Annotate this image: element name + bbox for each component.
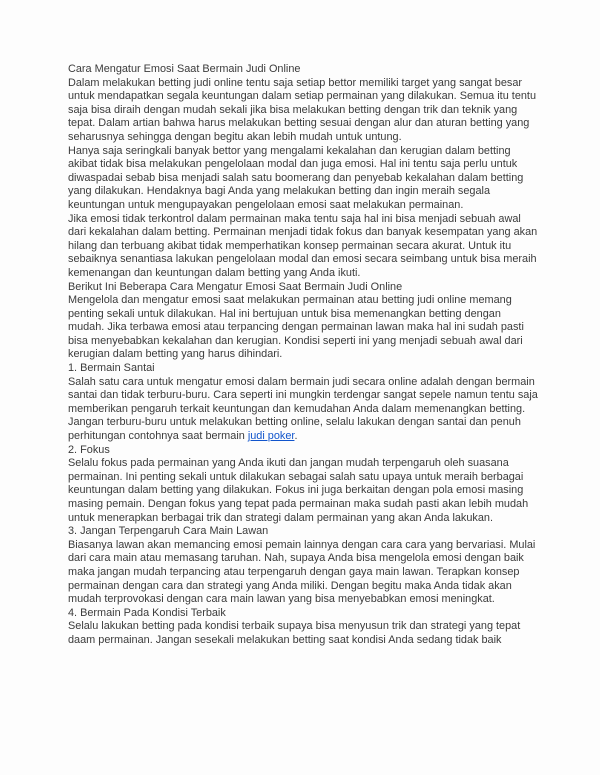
paragraph-text: . (294, 430, 298, 443)
subheading: Berikut Ini Beberapa Cara Mengatur Emosi Saat Bermain Judi Online (68, 280, 403, 293)
section-heading-fokus: 2. Fokus (68, 443, 110, 456)
paragraph: Dalam melakukan betting judi online tentu saja setiap bettor memiliki target yang sangat besar untuk mendapatkan segala keuntungan dalam setiap permainan yang dilakukan. Semua itu tentu saja bisa diraih dengan mudah sekali jika bisa melakukan betting dengan trik dan teknik yang tepat. Dalam artian bahwa harus melakukan betting sesuai dengan alur dan aturan betting yang seharusnya sehingga dengan begitu akan lebih mudah untuk untung. (68, 76, 537, 143)
paragraph: Selalu lakukan betting pada kondisi terbaik supaya bisa menyusun trik dan strategi yang tepat daam permainan. Jangan sesekali melakukan betting saat kondisi Anda sedang tidak baik (68, 620, 521, 646)
judi-poker-link[interactable]: judi poker (247, 430, 295, 443)
paragraph (68, 376, 540, 444)
document-page (68, 63, 540, 648)
paragraph: Hanya saja seringkali banyak bettor yang mengalami kekalahan dan kerugian dalam betting akibat tidak bisa melakukan pengelolaan modal dan juga emosi. Hal ini tentu saja perlu untuk diwaspadai sebab bisa menjadi salah satu boomerang dan penyebab kekalahan dalam betting yang dilakukan. Hendaknya bagi Anda yang melakukan betting dan ingin meraih segala keuntungan untuk mengupayakan pengelolaan emosi saat melakukan permainan. (68, 144, 524, 211)
section-heading-jangan-terpengaruh: 3. Jangan Terpengaruh Cara Main Lawan (68, 525, 269, 538)
paragraph: Jika emosi tidak terkontrol dalam permainan maka tentu saja hal ini bisa menjadi sebuah awal dari kekalahan dalam betting. Permainan menjadi tidak fokus dan banyak kesempatan yang akan hilang dan terbuang akibat tidak memperhatikan konsep permainan secara akurat. Untuk itu sebaiknya senantiasa lakukan pengelolaan modal dan emosi secara seimbang untuk bisa meraih kemenangan dan keuntungan dalam betting yang Anda ikuti. (68, 212, 538, 279)
section-heading-kondisi-terbaik: 4. Bermain Pada Kondisi Terbaik (68, 606, 226, 619)
paragraph: Biasanya lawan akan memancing emosi pemain lainnya dengan cara cara yang bervariasi. Mulai dari cara main atau memasang taruhan. Nah, supaya Anda bisa mengelola emosi dengan baik maka jangan mudah terpancing atau terpengaruh dengan gaya main lawan. Terapkan konsep permainan dengan cara dan strategi yang Anda miliki. Dengan begitu maka Anda tidak akan mudah terprovokasi dengan cara main lawan yang bisa menyebabkan emosi meningkat. (68, 538, 536, 606)
paragraph-text: Salah satu cara untuk mengatur emosi dalam bermain judi secara online adalah dengan bermain santai dan tidak terburu-buru. Cara seperti ini mungkin terdengar sangat sepele namun tentu saja memberikan pengaruh terkait keuntungan dan kemudahan Anda dalam memenangkan betting. Jangan terburu-buru untuk melakukan betting online, selalu lakukan dengan santai dan penuh perhitungan contohnya saat bermain (68, 375, 538, 443)
document-title: Cara Mengatur Emosi Saat Bermain Judi Online (68, 63, 301, 75)
paragraph: Mengelola dan mengatur emosi saat melakukan permainan atau betting judi online memang penting sekali untuk dilakukan. Hal ini bertujuan untuk bisa memenangkan betting dengan mudah. Jika terbawa emosi atau terpancing dengan permainan lawan maka hal ini sudah pasti bisa menyebabkan kekalahan dan kerugian. Kondisi seperti ini yang menjadi sebuah awal dari kerugian dalam betting yang harus dihindari. (68, 294, 524, 361)
section-heading-bermain-santai: 1. Bermain Santai (68, 362, 155, 375)
paragraph: Selalu fokus pada permainan yang Anda ikuti dan jangan mudah terpengaruh oleh suasana permainan. Ini penting sekali untuk dilakukan sebagai salah satu upaya untuk meraih berbagai keuntungan dalam betting yang dilakukan. Fokus ini juga berkaitan dengan pola emosi masing masing pemain. Dengan fokus yang tepat pada permainan maka sudah pasti akan lebih mudah untuk menerapkan berbagai trik dan strategi dalam permainan yang akan Anda lakukan. (68, 457, 529, 524)
